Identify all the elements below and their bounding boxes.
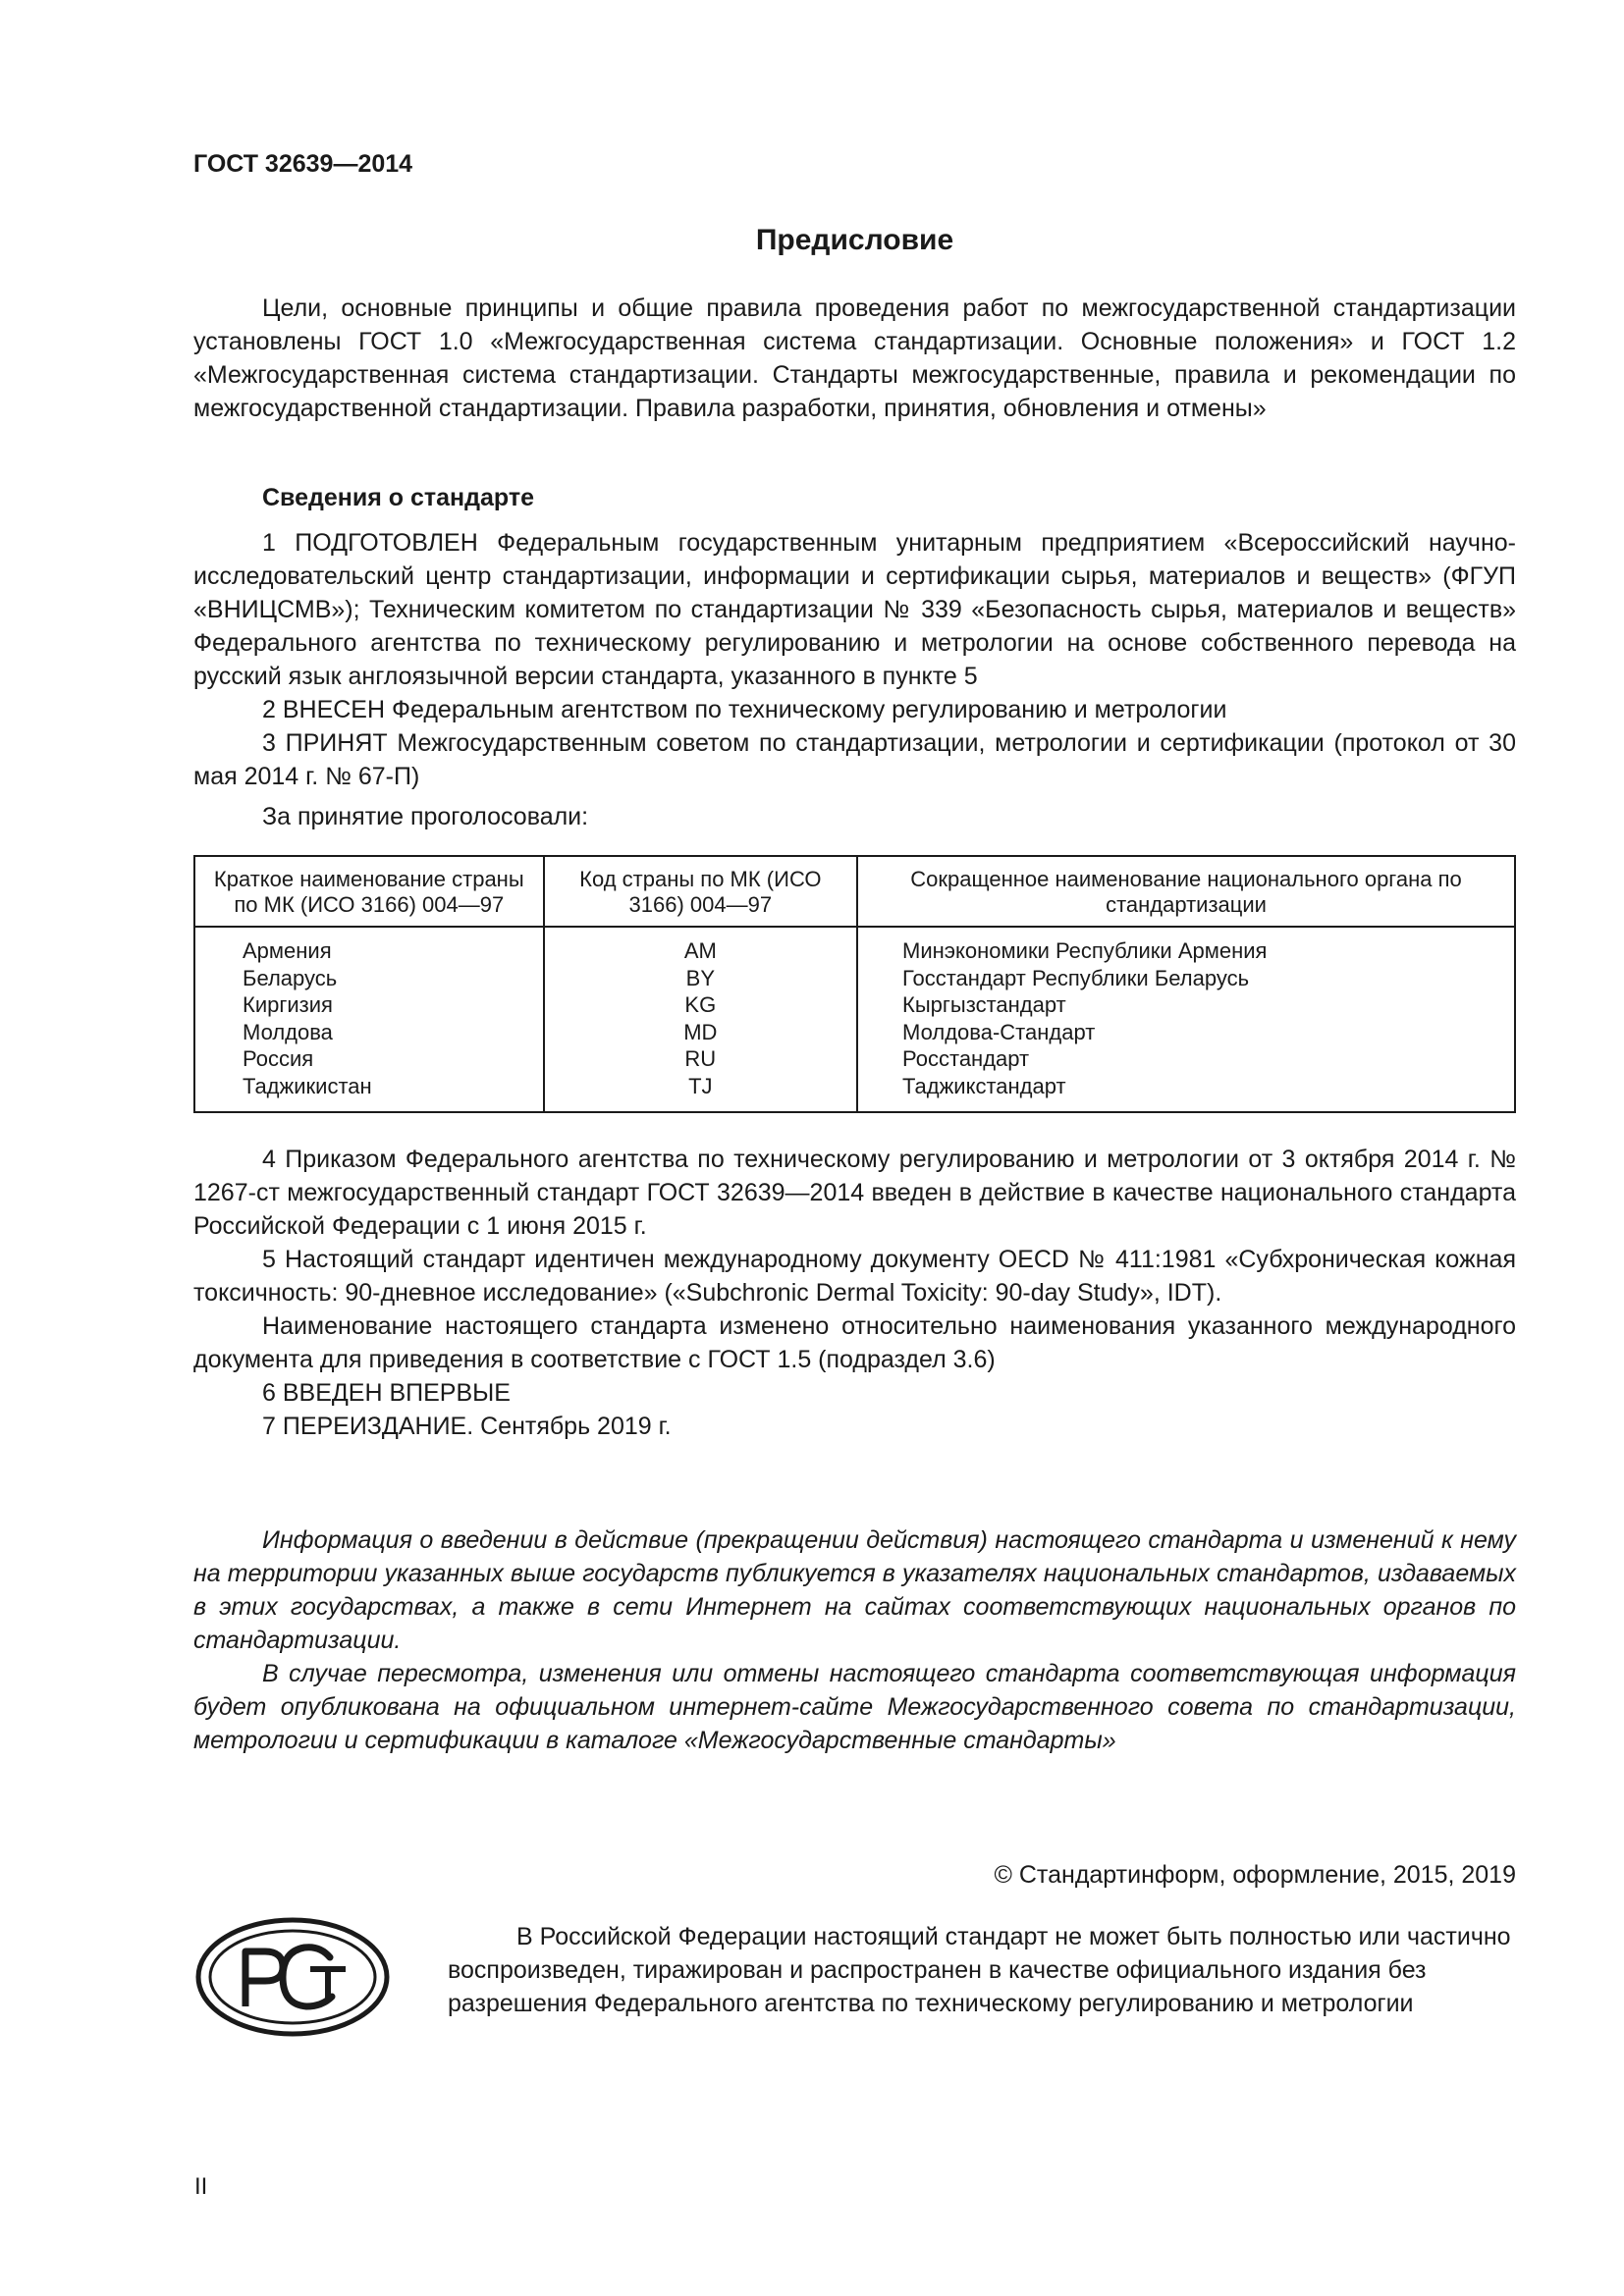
- vote-label: За принятие проголосовали:: [262, 803, 589, 830]
- cell-country: Беларусь: [194, 965, 544, 992]
- table-header-row: [194, 856, 1515, 927]
- document-code: ГОСТ 32639—2014: [193, 150, 413, 178]
- cell-code: MD: [544, 1019, 857, 1046]
- cell-body: Росстандарт: [857, 1045, 1515, 1073]
- table-row: [194, 1019, 1515, 1046]
- cell-code: RU: [544, 1045, 857, 1073]
- table-row: [194, 965, 1515, 992]
- cell-code: AM: [544, 927, 857, 965]
- item-4-order: 4 Приказом Федерального агентства по техническому регулированию и метрологии от 3 октября 2014 г. № 1267-ст межгосударственный стандарт ГОСТ 32639—2014 введен в действие в качестве национального стандарта Российской Федерации с 1 июня 2015 г.: [193, 1146, 1516, 1240]
- cell-country: Армения: [194, 927, 544, 965]
- page-title: Предисловие: [755, 224, 954, 256]
- cell-body: Таджикстандарт: [857, 1073, 1515, 1113]
- cell-code: KG: [544, 991, 857, 1019]
- item-5-identical: 5 Настоящий стандарт идентичен международному документу OECD № 411:1981 «Субхроническая кожная токсичность: 90-дневное исследование» («Subchronic Dermal Toxicity: 90-day Study», IDT).: [193, 1246, 1516, 1307]
- item-3-adopted: 3 ПРИНЯТ Межгосударственным советом по стандартизации, метрологии и сертификации (протокол от 30 мая 2014 г. № 67-П): [193, 729, 1516, 790]
- copyright-notice: © Стандартинформ, оформление, 2015, 2019: [994, 1861, 1516, 1889]
- cell-country: Молдова: [194, 1019, 544, 1046]
- items-after-table: [193, 1143, 1516, 1443]
- voting-countries-table: [193, 855, 1516, 1113]
- page-number: II: [194, 2173, 208, 2200]
- notice-publication: Информация о введении в действие (прекращении действия) настоящего стандарта и изменений к нему на территории указанных выше государств публикуется в указателях национальных стандартов, издаваемых в этих государствах, а также в сети Интернет на сайтах соответствующих национальных органов по стандартизации.: [193, 1526, 1516, 1654]
- cell-country: Киргизия: [194, 991, 544, 1019]
- cell-body: Госстандарт Республики Беларусь: [857, 965, 1515, 992]
- intro-paragraph: Цели, основные принципы и общие правила проведения работ по межгосударственной стандартизации установлены ГОСТ 1.0 «Межгосударственная система стандартизации. Основные положения» и ГОСТ 1.2 «Межгосударственная система стандартизации. Стандарты межгосударственные, правила и рекомендации по межгосударственной стандартизации. Правила разработки, принятия, обновления и отмены»: [193, 294, 1516, 422]
- table-row: [194, 1045, 1515, 1073]
- rst-certification-mark-icon: [194, 1916, 391, 2038]
- item-7-reissue: 7 ПЕРЕИЗДАНИЕ. Сентябрь 2019 г.: [262, 1413, 672, 1440]
- cell-country: Россия: [194, 1045, 544, 1073]
- section-heading: Сведения о стандарте: [262, 484, 535, 511]
- legal-notice-block: [448, 1920, 1516, 2020]
- item-1-prepared: 1 ПОДГОТОВЛЕН Федеральным государственным унитарным предприятием «Всероссийский научно-исследовательский центр стандартизации, информации и сертификации сырья, материалов и веществ» (ФГУП «ВНИЦСМВ»); Техническим комитетом по стандартизации № 339 «Безопасность сырья, материалов и веществ» Федерального агентства по техническому регулированию и метрологии на основе собственного перевода на русский язык англоязычной версии стандарта, указанного в пункте 5: [193, 529, 1516, 690]
- cell-body: Молдова-Стандарт: [857, 1019, 1515, 1046]
- cell-code: BY: [544, 965, 857, 992]
- notice-revision: В случае пересмотра, изменения или отмены настоящего стандарта соответствующая информация будет опубликована на официальном интернет-сайте Межгосударственного совета по стандартизации, метрологии и сертификации в каталоге «Межгосударственные стандарты»: [193, 1660, 1516, 1754]
- cell-body: Минэкономики Республики Армения: [857, 927, 1515, 965]
- item-5-name-note: Наименование настоящего стандарта изменено относительно наименования указанного международного документа для приведения в соответствие с ГОСТ 1.5 (подраздел 3.6): [193, 1312, 1516, 1373]
- item-6-introduced: 6 ВВЕДЕН ВПЕРВЫЕ: [262, 1379, 511, 1407]
- table-row: [194, 927, 1515, 965]
- vote-label-block: [193, 800, 1516, 833]
- table-row: [194, 991, 1515, 1019]
- cell-body: Кыргызстандарт: [857, 991, 1515, 1019]
- header-country-name: Краткое наименование страны по МК (ИСО 3166) 004—97: [194, 856, 544, 927]
- notices-section: [193, 1523, 1516, 1757]
- item-2-submitted: 2 ВНЕСЕН Федеральным агентством по техническому регулированию и метрологии: [262, 696, 1227, 723]
- cell-code: TJ: [544, 1073, 857, 1113]
- items-before-table: [193, 526, 1516, 793]
- intro-section: [193, 292, 1516, 425]
- cell-country: Таджикистан: [194, 1073, 544, 1113]
- header-country-code: Код страны по МК (ИСО 3166) 004—97: [544, 856, 857, 927]
- header-national-body: Сокращенное наименование национального органа по стандартизации: [857, 856, 1515, 927]
- legal-notice: В Российской Федерации настоящий стандарт не может быть полностью или частично воспроизведен, тиражирован и распространен в качестве официального издания без разрешения Федерального агентства по техническому регулированию и метрологии: [448, 1923, 1511, 2017]
- table-row: [194, 1073, 1515, 1113]
- standard-info-section: [193, 481, 1516, 514]
